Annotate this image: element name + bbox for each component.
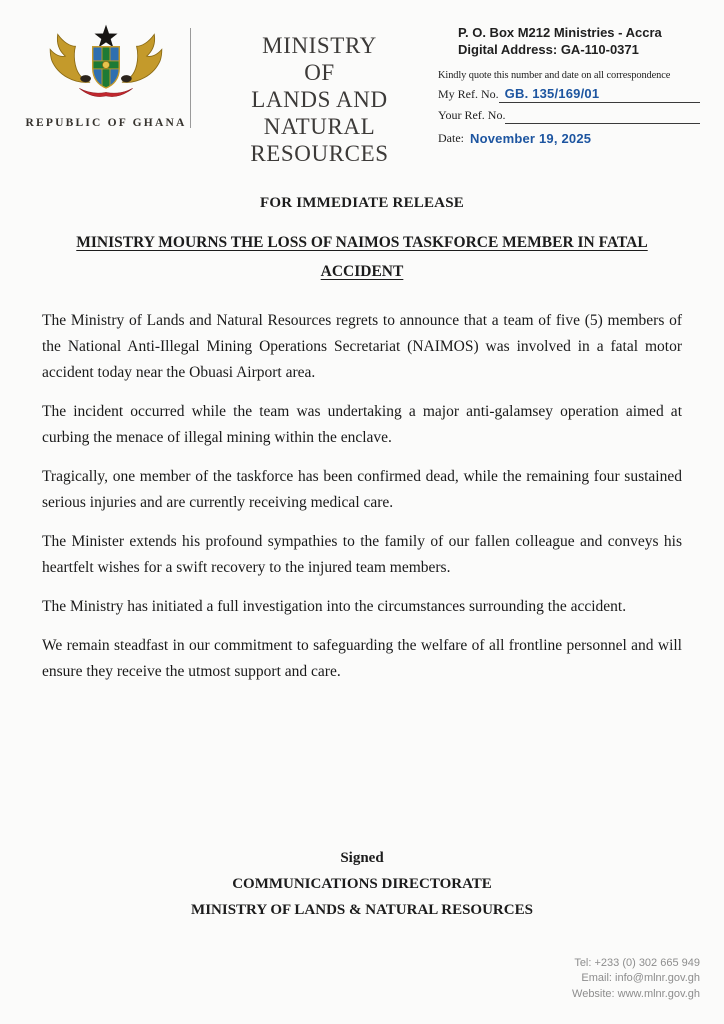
digital-address-line: Digital Address: GA-110-0371: [458, 42, 639, 57]
footer-tel: Tel: +233 (0) 302 665 949: [574, 956, 700, 969]
my-ref-line: [499, 86, 700, 103]
my-ref-row: [438, 86, 706, 103]
republic-of-ghana-label: REPUBLIC OF GHANA: [25, 117, 187, 129]
footer-contacts: [572, 956, 700, 1003]
my-ref-value: GB. 135/169/01: [504, 86, 600, 101]
ministry-title-line: MINISTRY: [262, 33, 377, 58]
footer-website: Website: www.mlnr.gov.gh: [572, 987, 700, 1000]
ghana-coat-of-arms-icon: [44, 22, 168, 114]
signed-label: Signed: [340, 850, 384, 866]
date-label: Date:: [438, 131, 464, 145]
your-ref-label: Your Ref. No.: [438, 108, 506, 122]
release-tag: FOR IMMEDIATE RELEASE: [260, 195, 464, 211]
po-box-line: P. O. Box M212 Ministries - Accra: [458, 25, 662, 40]
signature-directorate: COMMUNICATIONS DIRECTORATE: [232, 876, 492, 892]
my-ref-label: My Ref. No.: [438, 87, 499, 101]
your-ref-row: [438, 108, 706, 124]
ministry-title-line: RESOURCES: [250, 141, 389, 166]
date-row: [438, 131, 706, 147]
quote-note: Kindly quote this number and date on all correspondence: [438, 70, 671, 81]
body-paragraph: Tragically, one member of the taskforce has been confirmed dead, while the remaining four sustained serious injuries and are currently receiving medical care.: [42, 468, 682, 511]
date-line: [464, 131, 700, 147]
letterhead: [0, 0, 724, 167]
crest-block: [25, 22, 187, 129]
body-paragraph: The incident occurred while the team was undertaking a major anti-galamsey operation aimed at curbing the menace of illegal mining within the enclave.: [42, 403, 682, 446]
body-paragraph: The Minister extends his profound sympathies to the family of our fallen colleague and conveys his heartfelt wishes for a swift recovery to the injured team members.: [42, 533, 682, 576]
signature-ministry: MINISTRY OF LANDS & NATURAL RESOURCES: [191, 902, 533, 918]
your-ref-line: [505, 109, 700, 124]
footer-email: Email: info@mlnr.gov.gh: [581, 972, 700, 984]
ministry-title-line: OF: [304, 60, 335, 85]
body-paragraph: We remain steadfast in our commitment to safeguarding the welfare of all frontline personnel and will ensure they receive the utmost support and care.: [42, 637, 682, 680]
ministry-title: [201, 22, 438, 167]
date-value: November 19, 2025: [470, 131, 592, 146]
ministry-title-line: LANDS AND NATURAL: [251, 87, 388, 139]
body-text: [0, 308, 724, 685]
headline: MINISTRY MOURNS THE LOSS OF NAIMOS TASKFORCE MEMBER IN FATAL ACCIDENT: [76, 234, 648, 280]
address-block: [438, 22, 706, 147]
body-paragraph: The Ministry has initiated a full investigation into the circumstances surrounding the accident.: [42, 598, 627, 615]
signature-block: [0, 845, 724, 923]
letterhead-divider: [190, 28, 191, 128]
body-paragraph: The Ministry of Lands and Natural Resources regrets to announce that a team of five (5) members of the National Anti-Illegal Mining Operations Secretariat (NAIMOS) was involved in a fatal motor accident today near the Obuasi Airport area.: [42, 312, 682, 381]
